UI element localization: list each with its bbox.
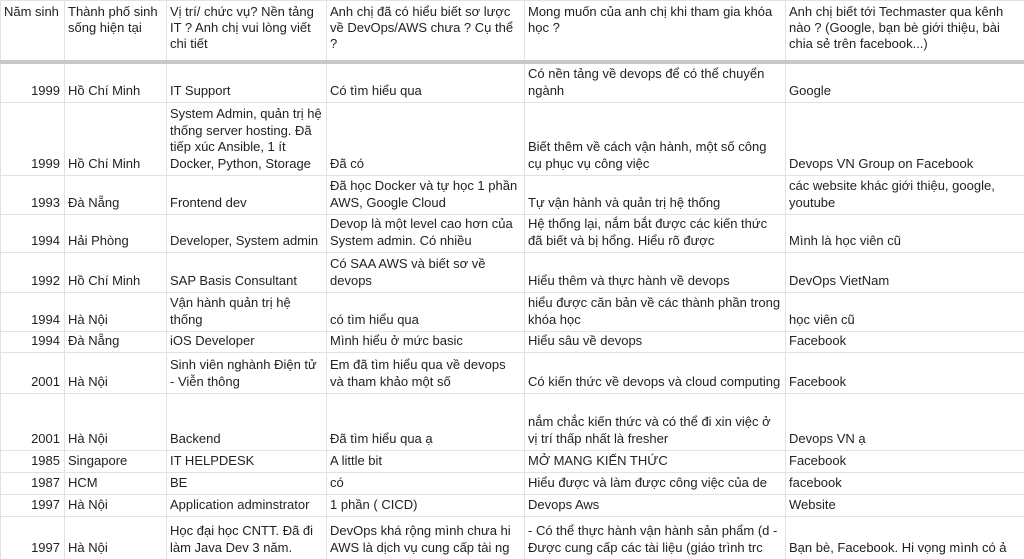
cell-course-expectation[interactable]	[524, 393, 785, 450]
cell-referral-channel[interactable]	[785, 393, 1024, 450]
cell-text: các website khác giới thiệu, google, youtube	[789, 178, 995, 210]
cell-devops-knowledge[interactable]	[326, 214, 524, 252]
cell-text: 1999	[31, 82, 60, 98]
cell-birth-year[interactable]	[0, 292, 64, 331]
cell-position[interactable]	[166, 214, 326, 252]
cell-referral-channel[interactable]	[785, 516, 1024, 559]
header-text: Thành phố sinh sống hiện tại	[68, 4, 158, 35]
cell-city[interactable]	[64, 450, 166, 472]
cell-text: Hệ thống lại, nắm bắt được các kiến thức đã biết và bị hổng. Hiểu rõ được	[528, 216, 768, 248]
cell-text: 1997	[31, 496, 60, 512]
cell-text: nắm chắc kiến thức và có thể đi xin việc ở vị trí thấp nhất là fresher	[528, 414, 771, 446]
cell-text: hiểu được căn bản về các thành phần trong khóa học	[528, 295, 781, 327]
cell-text: DevOps VietNam	[789, 272, 890, 288]
cell-referral-channel[interactable]	[785, 102, 1024, 175]
cell-text: Facebook	[789, 452, 847, 468]
cell-birth-year[interactable]	[0, 352, 64, 393]
cell-text: DevOps khá rộng mình chưa hi AWS là dịch vụ cung cấp tài ng	[330, 523, 511, 555]
cell-text: 1993	[31, 194, 60, 210]
cell-city[interactable]	[64, 472, 166, 494]
cell-text: Devop là một level cao hơn của System admin. Có nhiều	[330, 216, 513, 248]
cell-text: Sinh viên nghành Điện tử - Viễn thông	[170, 357, 317, 389]
cell-text: Hiểu được và làm được công việc của de	[528, 474, 767, 490]
cell-text: Đã tìm hiểu qua ạ	[330, 430, 433, 446]
cell-text: Hà Nội	[68, 430, 108, 446]
cell-referral-channel[interactable]	[785, 214, 1024, 252]
cell-referral-channel[interactable]	[785, 292, 1024, 331]
cell-text: 1987	[31, 474, 60, 490]
cell-city[interactable]	[64, 64, 166, 102]
cell-birth-year[interactable]	[0, 494, 64, 516]
cell-text: 1992	[31, 272, 60, 288]
cell-city[interactable]	[64, 175, 166, 214]
cell-text: 2001	[31, 430, 60, 446]
cell-text: IT HELPDESK	[170, 452, 255, 468]
cell-course-expectation[interactable]	[524, 292, 785, 331]
cell-referral-channel[interactable]	[785, 175, 1024, 214]
cell-text: Hồ Chí Minh	[68, 82, 141, 98]
cell-text: Devops Aws	[528, 496, 600, 512]
cell-course-expectation[interactable]	[524, 214, 785, 252]
cell-birth-year[interactable]	[0, 102, 64, 175]
cell-birth-year[interactable]	[0, 175, 64, 214]
cell-birth-year[interactable]	[0, 331, 64, 352]
cell-text: 1985	[31, 452, 60, 468]
cell-text: Có SAA AWS và biết sơ về devops	[330, 256, 486, 288]
cell-course-expectation[interactable]	[524, 472, 785, 494]
cell-text: Hà Nội	[68, 373, 108, 389]
cell-text: 1997	[31, 539, 60, 555]
cell-text: Hiểu thêm và thực hành về devops	[528, 272, 730, 288]
cell-text: Đà Nẵng	[68, 194, 120, 210]
header-text: Vị trí/ chức vụ? Nền tảng IT ? Anh chị vui lòng viết chi tiết	[170, 4, 314, 51]
cell-position[interactable]	[166, 472, 326, 494]
cell-position[interactable]	[166, 252, 326, 292]
cell-devops-knowledge[interactable]	[326, 472, 524, 494]
cell-text: học viên cũ	[789, 311, 855, 327]
header-text: Anh chị đã có hiểu biết sơ lược về DevOps/AWS chưa ? Cụ thể ?	[330, 4, 514, 51]
cell-devops-knowledge[interactable]	[326, 450, 524, 472]
cell-birth-year[interactable]	[0, 472, 64, 494]
cell-text: Singapore	[68, 452, 128, 468]
cell-text: MỞ MANG KIẾN THỨC	[528, 452, 668, 468]
cell-text: Hiểu sâu về devops	[528, 332, 643, 348]
cell-text: Website	[789, 496, 836, 512]
cell-text: có	[330, 474, 344, 490]
cell-position[interactable]	[166, 292, 326, 331]
cell-text: Hải Phòng	[68, 232, 129, 248]
cell-course-expectation[interactable]	[524, 64, 785, 102]
cell-text: Học đại học CNTT. Đã đi làm Java Dev 3 năm.	[170, 523, 314, 555]
cell-birth-year[interactable]	[0, 450, 64, 472]
cell-position[interactable]	[166, 352, 326, 393]
cell-course-expectation[interactable]	[524, 516, 785, 559]
cell-text: Devops VN Group on Facebook	[789, 155, 974, 171]
cell-text: - Có thể thực hành vận hành sản phẩm (d - Được cung cấp các tài liệu (giáo trình trc	[528, 523, 778, 555]
cell-course-expectation[interactable]	[524, 494, 785, 516]
cell-position[interactable]	[166, 175, 326, 214]
cell-text: SAP Basis Consultant	[170, 272, 297, 288]
cell-text: Đã có	[330, 155, 364, 171]
header-text: Mong muốn của anh chị khi tham gia khóa học ?	[528, 4, 773, 35]
cell-city[interactable]	[64, 516, 166, 559]
cell-devops-knowledge[interactable]	[326, 516, 524, 559]
cell-position[interactable]	[166, 393, 326, 450]
cell-text: Facebook	[789, 332, 847, 348]
cell-course-expectation[interactable]	[524, 331, 785, 352]
cell-text: Backend	[170, 430, 221, 446]
cell-text: System Admin, quản trị hệ thống server hosting. Đã tiếp xúc Ansible, 1 ít Docker, Python, Storage	[170, 106, 322, 171]
cell-position[interactable]	[166, 450, 326, 472]
header-text: Anh chị biết tới Techmaster qua kênh nào ? (Google, bạn bè giới thiệu, bài chia sẻ trên facebook...)	[789, 4, 1004, 51]
cell-position[interactable]	[166, 494, 326, 516]
cell-devops-knowledge[interactable]	[326, 292, 524, 331]
cell-devops-knowledge[interactable]	[326, 175, 524, 214]
cell-text: Hà Nội	[68, 311, 108, 327]
cell-text: Bạn bè, Facebook. Hi vọng mình có ả	[789, 539, 1007, 555]
cell-text: Có kiến thức về devops và cloud computing	[528, 373, 781, 389]
cell-text: A little bit	[330, 452, 383, 468]
cell-city[interactable]	[64, 292, 166, 331]
cell-text: 2001	[31, 373, 60, 389]
cell-text: Frontend dev	[170, 194, 247, 210]
cell-position[interactable]	[166, 516, 326, 559]
cell-devops-knowledge[interactable]	[326, 352, 524, 393]
cell-text: 1994	[31, 332, 60, 348]
cell-text: Hà Nội	[68, 539, 108, 555]
cell-referral-channel[interactable]	[785, 64, 1024, 102]
cell-text: iOS Developer	[170, 332, 255, 348]
cell-text: Devops VN ạ	[789, 430, 866, 446]
cell-text: Mình hiểu ở mức basic	[330, 332, 463, 348]
cell-text: Vận hành quản trị hệ thống	[170, 295, 291, 327]
cell-city[interactable]	[64, 393, 166, 450]
cell-city[interactable]	[64, 494, 166, 516]
cell-text: Có nền tảng về devops để có thể chuyển ngành	[528, 66, 765, 98]
cell-text: Tự vận hành và quản trị hệ thống	[528, 194, 721, 210]
cell-referral-channel[interactable]	[785, 252, 1024, 292]
cell-text: có tìm hiểu qua	[330, 311, 419, 327]
cell-text: facebook	[789, 474, 842, 490]
cell-text: 1994	[31, 311, 60, 327]
cell-birth-year[interactable]	[0, 393, 64, 450]
cell-birth-year[interactable]	[0, 214, 64, 252]
cell-devops-knowledge[interactable]	[326, 102, 524, 175]
cell-birth-year[interactable]	[0, 252, 64, 292]
header-cell-course-expectation[interactable]	[524, 0, 785, 60]
header-text: Năm sinh	[4, 4, 59, 19]
cell-birth-year[interactable]	[0, 64, 64, 102]
cell-position[interactable]	[166, 64, 326, 102]
cell-devops-knowledge[interactable]	[326, 494, 524, 516]
cell-text: Hồ Chí Minh	[68, 272, 141, 288]
cell-devops-knowledge[interactable]	[326, 252, 524, 292]
cell-text: Facebook	[789, 373, 847, 389]
header-cell-devops-knowledge[interactable]	[326, 0, 524, 60]
cell-city[interactable]	[64, 102, 166, 175]
cell-text: 1994	[31, 232, 60, 248]
cell-devops-knowledge[interactable]	[326, 393, 524, 450]
cell-text: 1999	[31, 155, 60, 171]
cell-text: Đã học Docker và tự học 1 phần AWS, Google Cloud	[330, 178, 518, 210]
cell-city[interactable]	[64, 214, 166, 252]
cell-text: Developer, System admin	[170, 232, 319, 248]
cell-referral-channel[interactable]	[785, 450, 1024, 472]
header-cell-city[interactable]	[64, 0, 166, 60]
cell-position[interactable]	[166, 331, 326, 352]
cell-text: Em đã tìm hiểu qua về devops và tham khảo một số	[330, 357, 506, 389]
cell-city[interactable]	[64, 252, 166, 292]
cell-course-expectation[interactable]	[524, 102, 785, 175]
cell-text: Hà Nội	[68, 496, 108, 512]
cell-referral-channel[interactable]	[785, 494, 1024, 516]
header-cell-position[interactable]	[166, 0, 326, 60]
cell-devops-knowledge[interactable]	[326, 331, 524, 352]
cell-text: Có tìm hiểu qua	[330, 82, 422, 98]
header-cell-birth-year[interactable]	[0, 0, 64, 60]
cell-text: Hồ Chí Minh	[68, 155, 141, 171]
cell-referral-channel[interactable]	[785, 472, 1024, 494]
cell-text: Application adminstrator	[170, 496, 310, 512]
cell-course-expectation[interactable]	[524, 352, 785, 393]
cell-birth-year[interactable]	[0, 516, 64, 559]
cell-referral-channel[interactable]	[785, 352, 1024, 393]
cell-text: Mình là học viên cũ	[789, 232, 902, 248]
cell-course-expectation[interactable]	[524, 175, 785, 214]
header-cell-referral-channel[interactable]	[785, 0, 1024, 60]
cell-text: Biết thêm về cách vận hành, một số công cụ phục vụ công việc	[528, 139, 767, 171]
cell-text: 1 phần ( CICD)	[330, 496, 418, 512]
cell-text: BE	[170, 474, 188, 490]
cell-devops-knowledge[interactable]	[326, 64, 524, 102]
cell-city[interactable]	[64, 331, 166, 352]
cell-text: Google	[789, 82, 831, 98]
cell-text: Đà Nẵng	[68, 332, 120, 348]
cell-position[interactable]	[166, 102, 326, 175]
cell-text: HCM	[68, 474, 98, 490]
cell-referral-channel[interactable]	[785, 331, 1024, 352]
cell-course-expectation[interactable]	[524, 252, 785, 292]
cell-course-expectation[interactable]	[524, 450, 785, 472]
cell-city[interactable]	[64, 352, 166, 393]
cell-text: IT Support	[170, 82, 231, 98]
